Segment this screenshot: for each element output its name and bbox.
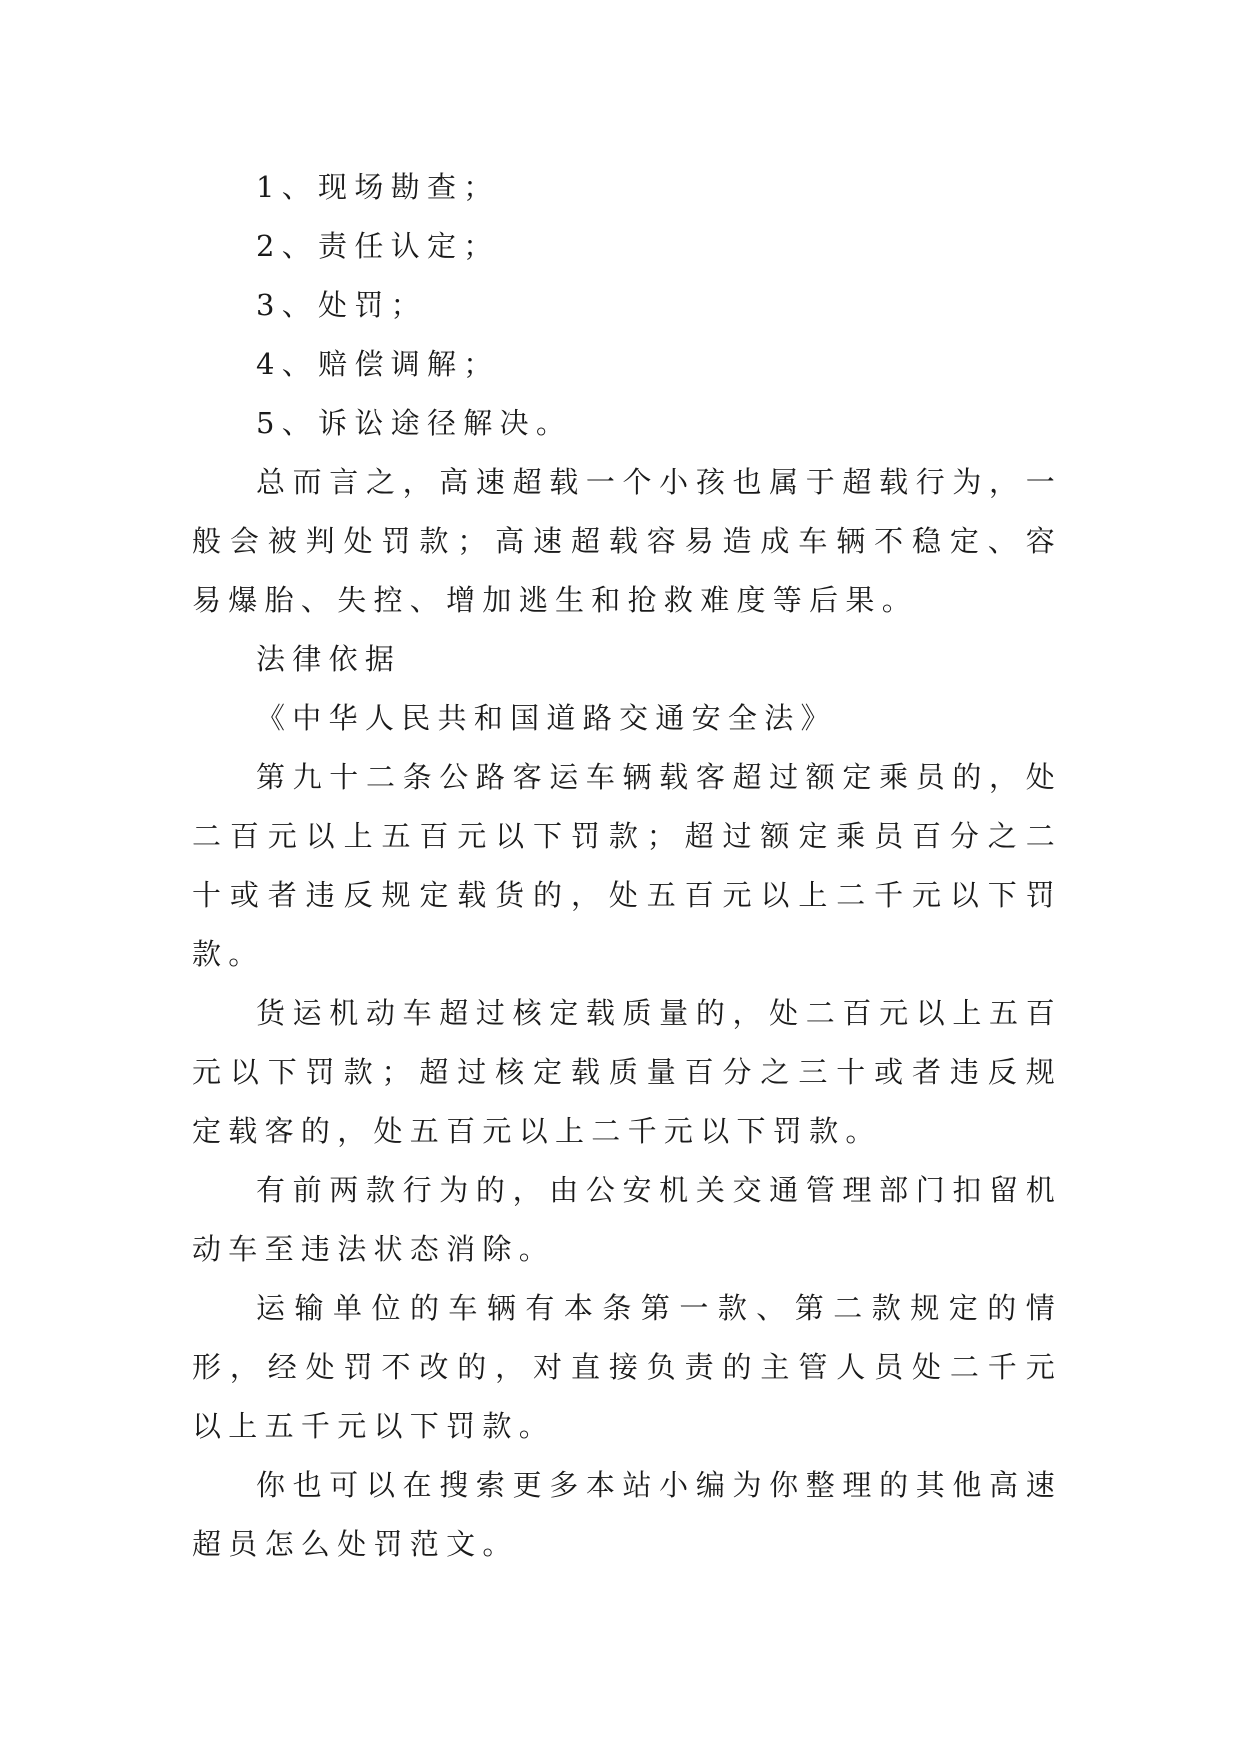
freight-paragraph: 货运机动车超过核定载质量的，处二百元以上五百元以下罚款；超过核定载质量百分之三十或者违反规定载客的，处五百元以上二千元以下罚款。 bbox=[192, 996, 1062, 1148]
document-body bbox=[192, 158, 1062, 1574]
transport-unit-paragraph: 运输单位的车辆有本条第一款、第二款规定的情形，经处罚不改的，对直接负责的主管人员处二千元以上五千元以下罚款。 bbox=[192, 1291, 1062, 1443]
summary-paragraph: 总而言之，高速超载一个小孩也属于超载行为，一般会被判处罚款；高速超载容易造成车辆不稳定、容易爆胎、失控、增加逃生和抢救难度等后果。 bbox=[192, 465, 1062, 617]
list-item-5: 5、诉讼途径解决。 bbox=[256, 406, 573, 440]
closing-paragraph: 你也可以在搜索更多本站小编为你整理的其他高速超员怎么处罚范文。 bbox=[192, 1468, 1062, 1561]
list-item-3: 3、处罚； bbox=[256, 288, 427, 322]
list-item-1: 1、现场勘查； bbox=[256, 170, 500, 204]
article-92-paragraph: 第九十二条公路客运车辆载客超过额定乘员的，处二百元以上五百元以下罚款；超过额定乘员百分之二十或者违反规定载货的，处五百元以上二千元以下罚款。 bbox=[192, 760, 1062, 971]
list-item-4: 4、赔偿调解； bbox=[256, 347, 500, 381]
detention-paragraph: 有前两款行为的，由公安机关交通管理部门扣留机动车至违法状态消除。 bbox=[192, 1173, 1062, 1266]
list-item-2: 2、责任认定； bbox=[256, 229, 500, 263]
legal-basis-heading: 法律依据 bbox=[256, 642, 402, 676]
law-title: 《中华人民共和国道路交通安全法》 bbox=[256, 701, 837, 735]
